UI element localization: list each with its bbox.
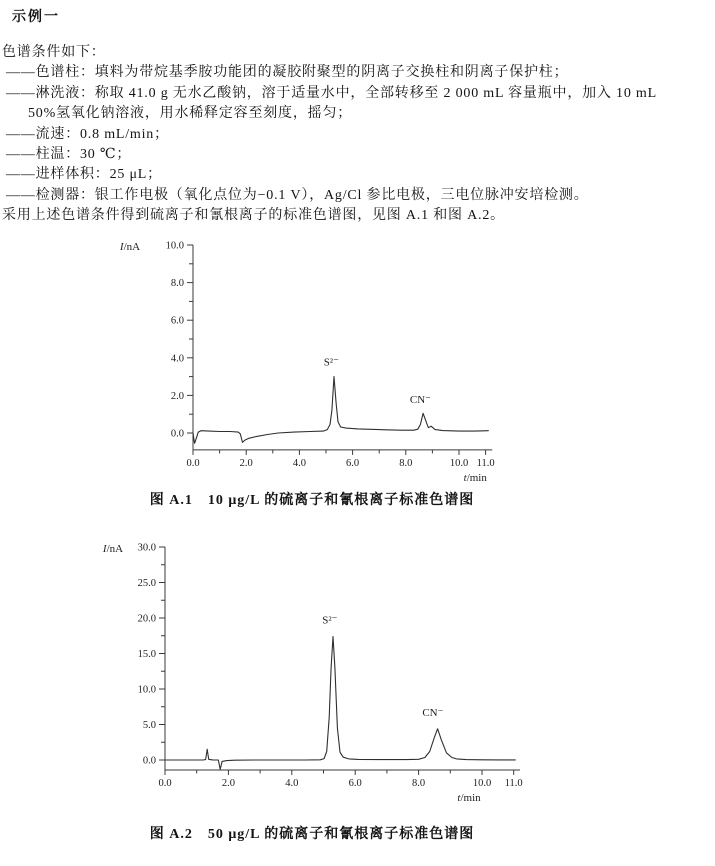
x-tick-label: 0.0: [186, 457, 200, 469]
y-tick-label: 25.0: [137, 578, 156, 589]
x-tick-label: 4.0: [285, 777, 299, 789]
x-tick-label: 6.0: [348, 777, 362, 789]
condition-column-temperature: ——柱温：30 ℃；: [6, 147, 132, 163]
conditions-closing-sentence: 采用上述色谱条件得到硫离子和氰根离子的标准色谱图，见图 A.1 和图 A.2。: [2, 208, 505, 224]
condition-detector: ——检测器：银工作电极（氧化点位为−0.1 V），Ag/Cl 参比电极，三电位脉冲安培检测。: [6, 187, 589, 203]
x-tick-label: 11.0: [504, 777, 523, 789]
x-tick-label: 2.0: [221, 777, 235, 789]
x-tick-label: 11.0: [476, 457, 495, 469]
axis-unit-label: t/min: [457, 791, 481, 804]
chromatogram-a1: [95, 236, 507, 488]
x-tick-label: 0.0: [158, 777, 172, 789]
figure-a2-caption: 图 A.2 50 μg/L 的硫离子和氰根离子标准色谱图: [149, 827, 475, 842]
peak-label: CN⁻: [409, 393, 431, 406]
x-tick-label: 6.0: [346, 457, 360, 469]
figure-a1: [95, 236, 507, 488]
condition-eluent: ——淋洗液：称取 41.0 g 无水乙酸钠，溶于适量水中，全部转移至 2 000 mL 容量瓶中，加入 10 mL: [6, 85, 657, 101]
condition-injection-volume: ——进样体积：25 μL；: [6, 167, 162, 183]
y-tick-label: 20.0: [137, 613, 156, 625]
x-tick-label: 10.0: [449, 457, 469, 469]
y-tick-label: 5.0: [142, 720, 156, 731]
axis-unit-label: t/min: [463, 471, 487, 484]
y-tick-label: 0.0: [142, 755, 156, 767]
example-title: 示例一: [12, 10, 60, 25]
condition-column: ——色谱柱：填料为带烷基季胺功能团的凝胶附聚型的阴离子交换柱和阴离子保护柱；: [6, 65, 569, 81]
peak-label: S²⁻: [323, 356, 339, 369]
peak-label: S²⁻: [322, 614, 338, 627]
y-tick-label: 15.0: [137, 649, 156, 660]
y-tick-label: 30.0: [137, 542, 156, 554]
y-tick-label: 10.0: [137, 684, 156, 696]
y-tick-label: 2.0: [170, 390, 184, 402]
chromatogram-trace: [165, 637, 515, 770]
figure-a1-caption: 图 A.1 10 μg/L 的硫离子和氰根离子标准色谱图: [149, 493, 475, 508]
y-tick-label: 8.0: [170, 278, 184, 290]
figure-a2: [75, 533, 547, 820]
x-tick-label: 2.0: [239, 457, 253, 469]
chromatogram-a2: [75, 533, 547, 820]
axis-unit-label: I/nA: [102, 543, 124, 555]
conditions-heading: 色谱条件如下：: [2, 45, 106, 60]
x-tick-label: 4.0: [292, 457, 306, 469]
chromatography-conditions: [2, 43, 710, 227]
y-tick-label: 10.0: [165, 240, 184, 252]
y-tick-label: 0.0: [170, 428, 184, 440]
condition-eluent-continued: 50%氢氧化钠溶液，用水稀释定容至刻度，摇匀；: [28, 106, 353, 122]
x-tick-label: 10.0: [472, 777, 492, 789]
peak-label: CN⁻: [422, 706, 444, 719]
x-tick-label: 8.0: [412, 777, 426, 789]
chromatogram-trace: [193, 377, 488, 444]
x-tick-label: 8.0: [399, 457, 413, 469]
y-tick-label: 6.0: [170, 315, 184, 327]
condition-flow-rate: ——流速：0.8 mL/min；: [6, 126, 169, 142]
y-tick-label: 4.0: [170, 353, 184, 365]
axis-unit-label: I/nA: [119, 241, 141, 253]
